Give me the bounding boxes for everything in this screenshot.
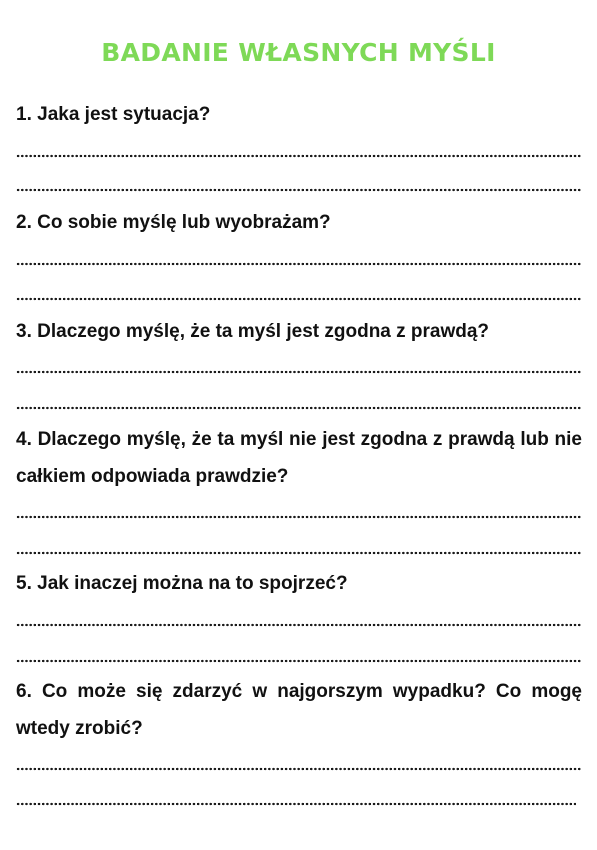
answer-line[interactable] — [16, 623, 582, 627]
worksheet-title: BADANIE WŁASNYCH MYŚLI — [101, 38, 496, 67]
question-2: 2. Co sobie myślę lub wyobrażam? — [16, 212, 331, 233]
question-3: 3. Dlaczego myślę, że ta myśl jest zgodna z prawdą? — [16, 321, 490, 342]
answer-line[interactable] — [16, 262, 582, 266]
answer-line[interactable] — [16, 370, 582, 374]
answer-line[interactable] — [16, 802, 576, 806]
answer-line[interactable] — [16, 515, 582, 519]
answer-line[interactable] — [16, 767, 582, 771]
question-4: 4. Dlaczego myślę, że ta myśl nie jest zgodna z prawdą lub nie całkiem odpowiada prawdzie? — [16, 429, 582, 487]
answer-line[interactable] — [16, 188, 582, 192]
answer-line[interactable] — [16, 154, 582, 158]
answer-line[interactable] — [16, 659, 582, 663]
answer-line[interactable] — [16, 551, 582, 555]
answer-line[interactable] — [16, 406, 582, 410]
question-1: 1. Jaka jest sytuacja? — [16, 104, 211, 125]
question-5: 5. Jak inaczej można na to spojrzeć? — [16, 573, 348, 594]
question-6: 6. Co może się zdarzyć w najgorszym wypadku? Co mogę wtedy zrobić? — [16, 681, 582, 739]
answer-line[interactable] — [16, 297, 582, 301]
